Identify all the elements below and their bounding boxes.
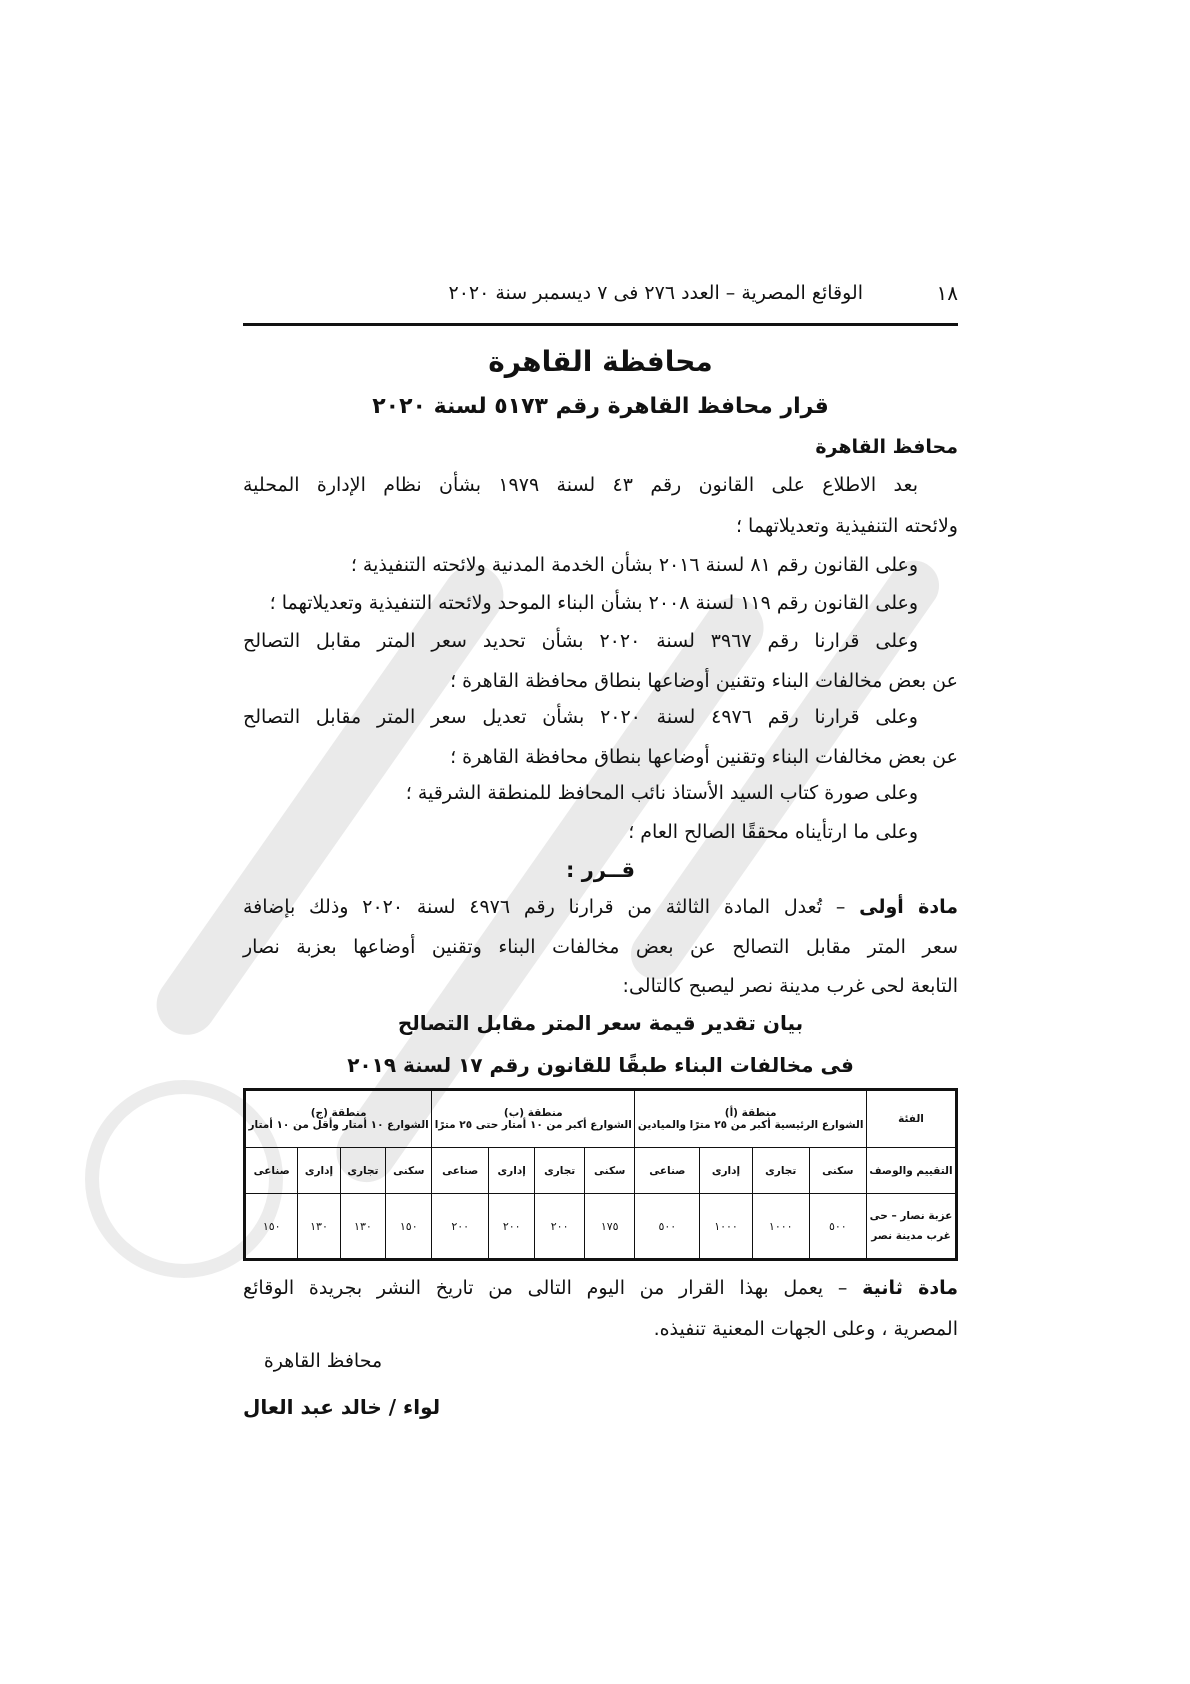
- price-cell: ٢٠٠: [489, 1194, 535, 1260]
- preamble-line: ولائحته التنفيذية وتعديلاتهما ؛: [735, 515, 958, 537]
- price-cell: ٢٠٠: [432, 1194, 489, 1260]
- article-1-line: التابعة لحى غرب مدينة نصر ليصبح كالتالى:: [622, 975, 958, 997]
- use-header: سكنى: [809, 1148, 866, 1194]
- decree-subtitle: قرار محافظ القاهرة رقم ٥١٧٣ لسنة ٢٠٢٠: [372, 394, 829, 419]
- signature-name: لواء / خالد عبد العال: [243, 1395, 441, 1419]
- preamble-line: وعلى القانون رقم ٨١ لسنة ٢٠١٦ بشأن الخدمة المدنية ولائحته التنفيذية ؛: [350, 554, 918, 576]
- zone-b-header: منطقة (ب) الشوارع أكبر من ١٠ أمتار حتى ٢٥ مترًا: [432, 1090, 635, 1148]
- preamble-line: وعلى ما ارتأيناه محققًا الصالح العام ؛: [628, 821, 918, 843]
- header-rule: [243, 323, 958, 326]
- use-header: تجارى: [752, 1148, 809, 1194]
- price-cell: ١٠٠٠: [700, 1194, 752, 1260]
- price-cell: ٥٠٠: [635, 1194, 700, 1260]
- article-2-line: المصرية ، وعلى الجهات المعنية تنفيذه.: [653, 1318, 958, 1340]
- price-cell: ١٥٠: [245, 1194, 298, 1260]
- price-cell: ١٣٠: [298, 1194, 340, 1260]
- preamble-line: وعلى قرارنا رقم ٣٩٦٧ لسنة ٢٠٢٠ بشأن تحديد سعر المتر مقابل التصالح: [243, 630, 919, 652]
- issuer-heading: محافظ القاهرة: [815, 436, 958, 458]
- preamble-line: وعلى صورة كتاب السيد الأستاذ نائب المحافظ للمنطقة الشرقية ؛: [405, 782, 918, 804]
- preamble-line: وعلى قرارنا رقم ٤٩٧٦ لسنة ٢٠٢٠ بشأن تعديل سعر المتر مقابل التصالح: [243, 706, 918, 728]
- preamble-line: عن بعض مخالفات البناء وتقنين أوضاعها بنطاق محافظة القاهرة ؛: [450, 670, 958, 692]
- price-cell: ١٧٥: [585, 1194, 635, 1260]
- zone-a-header: منطقة (أ) الشوارع الرئيسية أكبر من ٢٥ مترًا والميادين: [635, 1090, 867, 1148]
- running-title: الوقائع المصرية – العدد ٢٧٦ فى ٧ ديسمبر سنة ٢٠٢٠: [448, 282, 863, 304]
- row-label: عزبة نصار – حى غرب مدينة نصر: [867, 1194, 957, 1260]
- zone-c-header: منطقة (ج) الشوارع ١٠ أمتار وأقل من ١٠ أمتار: [245, 1090, 432, 1148]
- use-header: إدارى: [298, 1148, 340, 1194]
- preamble-line: بعد الاطلاع على القانون رقم ٤٣ لسنة ١٩٧٩ بشأن نظام الإدارة المحلية: [243, 474, 918, 496]
- evaluation-header: التقييم والوصف: [867, 1148, 957, 1194]
- price-cell: ١٣٠: [340, 1194, 386, 1260]
- article-2-line: مادة ثانية – يعمل بهذا القرار من اليوم التالى من تاريخ النشر بجريدة الوقائع: [243, 1277, 958, 1299]
- table-title: بيان تقدير قيمة سعر المتر مقابل التصالح: [397, 1011, 804, 1035]
- preamble-line: وعلى القانون رقم ١١٩ لسنة ٢٠٠٨ بشأن البناء الموحد ولائحته التنفيذية وتعديلاتهما ؛: [269, 592, 918, 614]
- price-cell: ١٥٠: [386, 1194, 432, 1260]
- use-header: صناعى: [245, 1148, 298, 1194]
- page-title: محافظة القاهرة: [488, 345, 713, 378]
- price-cell: ٢٠٠: [535, 1194, 585, 1260]
- use-header: تجارى: [535, 1148, 585, 1194]
- signature-title: محافظ القاهرة: [263, 1350, 383, 1372]
- use-header: تجارى: [340, 1148, 386, 1194]
- article-2-label: مادة ثانية: [862, 1277, 958, 1299]
- decided-heading: قــرر :: [566, 858, 635, 882]
- article-1-label: مادة أولى: [859, 896, 958, 918]
- use-header: إدارى: [700, 1148, 752, 1194]
- use-header: سكنى: [585, 1148, 635, 1194]
- use-header: سكنى: [386, 1148, 432, 1194]
- article-1-line: سعر المتر مقابل التصالح عن بعض مخالفات البناء وتقنين أوضاعها بعزبة نصار: [243, 936, 958, 958]
- price-cell: ١٠٠٠: [752, 1194, 809, 1260]
- price-table: [243, 1088, 958, 1261]
- page-number: ١٨: [936, 281, 958, 305]
- use-header: صناعى: [432, 1148, 489, 1194]
- use-header: صناعى: [635, 1148, 700, 1194]
- price-cell: ٥٠٠: [809, 1194, 866, 1260]
- article-1-line: مادة أولى – تُعدل المادة الثالثة من قرارنا رقم ٤٩٧٦ لسنة ٢٠٢٠ وذلك بإضافة: [243, 896, 958, 918]
- table-title: فى مخالفات البناء طبقًا للقانون رقم ١٧ لسنة ٢٠١٩: [347, 1053, 854, 1077]
- use-header: إدارى: [489, 1148, 535, 1194]
- category-header: الفئة: [867, 1090, 957, 1148]
- preamble-line: عن بعض مخالفات البناء وتقنين أوضاعها بنطاق محافظة القاهرة ؛: [450, 746, 958, 768]
